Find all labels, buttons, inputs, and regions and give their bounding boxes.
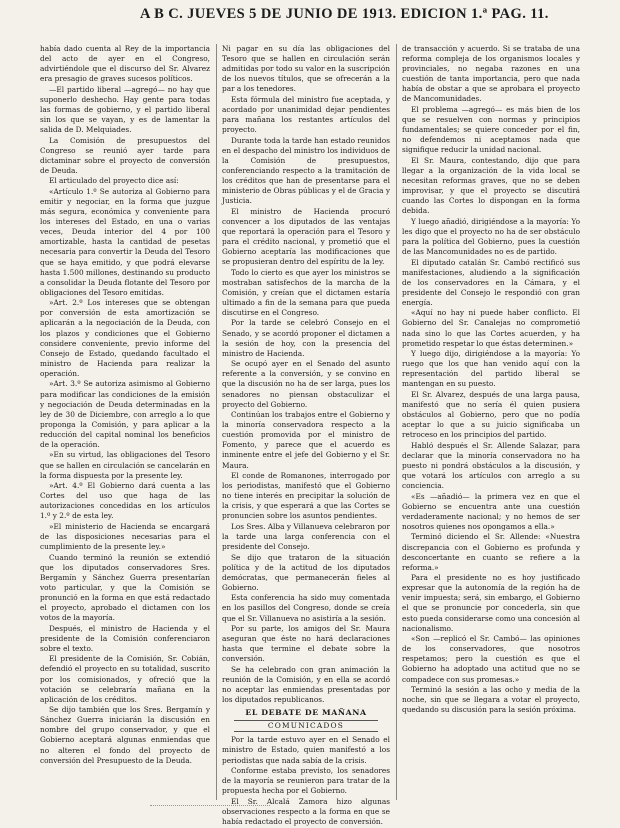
paragraph: La Comisión de presupuestos del Congreso se reunió ayer tarde para dictaminar sobre el proyecto de conversión de Deuda. bbox=[40, 135, 210, 175]
column-rule-2 bbox=[396, 44, 397, 800]
paragraph: Continúan los trabajos entre el Gobierno y la minoría conservadora respecto a la cuestión promovida por el ministro de Fomento, y parece que el acuerdo es inminente entre el jefe del Gobierno y el Sr. Maura. bbox=[222, 410, 390, 470]
paragraph: Cuando terminó la reunión se extendió que los diputados conservadores Sres. Bergamín y Sánchez Guerra presentarían voto particular, y que la Comisión se pronunció en la forma en que está redactado el proyecto, aprobado el dictamen con los votos de la mayoría. bbox=[40, 552, 210, 623]
paragraph: El Sr. Alcalá Zamora hizo algunas observaciones respecto a la forma en que se había redactado el proyecto de conversión. bbox=[222, 796, 390, 826]
paragraph: Terminó diciendo el Sr. Allende: «Nuestra discrepancia con el Gobierno es profunda y desconcertante en cuanto se refiere a la reforma.» bbox=[402, 532, 580, 572]
bottom-divider bbox=[150, 805, 270, 807]
paragraph: »En su virtud, las obligaciones del Tesoro que se hallen en circulación se cancelarán en la forma dispuesta por la presente ley. bbox=[40, 450, 210, 480]
paragraph: «Aquí no hay ni puede haber conflicto. El Gobierno del Sr. Canalejas no comprometió nada sino lo que las Cortes acuerden, y ha prometido respetar lo que éstas determinen.» bbox=[402, 308, 580, 348]
paragraph: El problema —agregó— es más bien de los que se resuelven con normas y principios fundamentales; se quiere conceder por el fin, no defendemos ni aceptamos nada que signifique reducir la unidad nacional. bbox=[402, 104, 580, 155]
paragraph: Por la tarde estuvo ayer en el Senado el ministro de Estado, quien manifestó a los periodistas que nada sabía de la crisis. bbox=[222, 735, 390, 765]
paragraph: había dado cuenta al Rey de la importancia del acto de ayer en el Congreso, advirtiéndole que el discurso del Sr. Alvarez era presagio de graves sucesos políticos. bbox=[40, 44, 210, 84]
section-title: EL DEBATE DE MAÑANA bbox=[245, 708, 367, 718]
column-2 bbox=[222, 44, 390, 826]
column-3 bbox=[402, 44, 580, 802]
paragraph: «Es —añadió— la primera vez en que el Gobierno se encuentra ante una cuestión verdaderamente nacional; y no hemos de ser nosotros quienes nos opongamos a ella.» bbox=[402, 491, 580, 531]
paragraph: «Artículo 1.º Se autoriza al Gobierno para emitir y negociar, en la forma que juzgue más segura, económica y conveniente para los intereses del Estado, en una o varias veces, Deuda interior del 4 por 100 amortizable, hasta la cantidad de pesetas necesaria para convertir la Deuda del Tesoro que se haya emitido, y que podrá elevarse hasta 1.500 millones, destinando su producto a consolidar la Deuda flotante del Tesoro por obligaciones del Tesoro emitidas. bbox=[40, 186, 210, 297]
paragraph: «Son —replicó el Sr. Cambó— las opiniones de los conservadores, que nosotros respetamos; pero la cuestión es que el Gobierno ha adoptado una actitud que no se compadece con sus promesas.» bbox=[402, 634, 580, 684]
paragraph: El diputado catalán Sr. Cambó rectificó sus manifestaciones, aludiendo a la significación de los conservadores en la Cámara, y el presidente del Consejo le respondió con gran energía. bbox=[402, 257, 580, 307]
section-subtitle: COMUNICADOS bbox=[234, 720, 378, 732]
paragraph: El ministro de Hacienda procuró convencer a los diputados de las ventajas que reportará la operación para el Tesoro y para el crédito nacional, y prometió que el Gobierno aceptaría las modificaciones que se propusieran dentro del espíritu de la ley. bbox=[222, 206, 390, 267]
paragraph: Y luego dijo, dirigiéndose a la mayoría: Yo ruego que los que han venido aquí con la representación del partido liberal se mantengan en su puesto. bbox=[402, 349, 580, 389]
page-folio: A B C. JUEVES 5 DE JUNIO DE 1913. EDICION 1.ª PAG. 11. bbox=[140, 6, 549, 22]
column-1 bbox=[40, 44, 210, 802]
paragraph: Se dijo que trataron de la situación política y de la actitud de los diputados demócratas, que permanecerán fieles al Gobierno. bbox=[222, 552, 390, 592]
paragraph: »El ministerio de Hacienda se encargará de las disposiciones necesarias para el cumplimiento de la presente ley.» bbox=[40, 521, 210, 552]
paragraph: »Art. 3.º Se autoriza asimismo al Gobierno para modificar las condiciones de la emisión y negociación de Deuda determinadas en la ley de 30 de Diciembre, con arreglo a lo que proponga la Comisión, y para aplicar a la reducción del capital nominal los beneficios de la operación. bbox=[40, 379, 210, 449]
column-rule-1 bbox=[216, 44, 217, 800]
paragraph: El conde de Romanones, interrogado por los periodistas, manifestó que el Gobierno no tiene interés en precipitar la solución de la crisis, y que esperará a que las Cortes se pronuncien sobre los asuntos pendientes. bbox=[222, 471, 390, 521]
paragraph: Y luego añadió, dirigiéndose a la mayoría: Yo les digo que el proyecto no ha de ser obstáculo para la política del Gobierno, pues la cuestión de las Mancomunidades no es de partido. bbox=[402, 216, 580, 257]
paragraph: El Sr. Maura, contestando, dijo que para llegar a la organización de la vida local se necesitan reformas graves, que no se deben improvisar, y que el proyecto se discutirá cuando las Cortes lo dispongan en la forma debida. bbox=[402, 155, 580, 216]
paragraph: El presidente de la Comisión, Sr. Cobián, defendió el proyecto en su totalidad, suscrito por los comisionados, y ofreció que la votación se celebraría mañana en la aplicación de los créditos. bbox=[40, 654, 210, 704]
paragraph: Los Sres. Alba y Villanueva celebraron por la tarde una larga conferencia con el presidente del Consejo. bbox=[222, 521, 390, 552]
page-header bbox=[0, 4, 620, 26]
paragraph: »Art. 4.º El Gobierno dará cuenta a las Cortes del uso que haga de las autorizaciones concedidas en los artículos 1.º y 2.º de esta ley. bbox=[40, 481, 210, 521]
paragraph: El Sr. Alvarez, después de una larga pausa, manifestó que no sería él quien pusiera obstáculos al Gobierno, pero que no podía aceptar lo que a su juicio significaba un retroceso en los principios del partido. bbox=[402, 389, 580, 440]
paragraph: Esta fórmula del ministro fue aceptada, y acordado por unanimidad dejar pendientes para mañana los restantes artículos del proyecto. bbox=[222, 94, 390, 135]
paragraph: »Art. 2.º Los intereses que se obtengan por conversión de esta amortización se aplicarán a la negociación de la Deuda, con los plazos y condiciones que el Gobierno considere conveniente, previo informe del Consejo de Estado, quedando facultado el ministro de Hacienda para realizar la operación. bbox=[40, 298, 210, 378]
paragraph: Por la tarde se celebró Consejo en el Senado, y se acordó proponer el dictamen a la sesión de hoy, con la presencia del ministro de Hacienda. bbox=[222, 318, 390, 358]
paragraph: Esta conferencia ha sido muy comentada en los pasillos del Congreso, donde se creía que el Sr. Villanueva no asistiría a la sesión. bbox=[222, 593, 390, 623]
paragraph: Se dijo también que los Sres. Bergamín y Sánchez Guerra iniciarán la discusión en nombre del grupo conservador, y que el Gobierno aceptará algunas enmiendas que no alteren el fondo del proyecto de conversión del Presupuesto de la Deuda. bbox=[40, 705, 210, 765]
paragraph: Se ha celebrado con gran animación la reunión de la Comisión, y en ella se acordó no aceptar las enmiendas presentadas por los diputados republicanos. bbox=[222, 664, 390, 705]
paragraph: Para el presidente no es hoy justificado expresar que la autonomía de la región ha de venir impuesta; será, sin embargo, el Gobierno el que se pronuncie por concederla, sin que esto pueda considerarse como una concesión al nacionalismo. bbox=[402, 573, 580, 633]
paragraph: Después, el ministro de Hacienda y el presidente de la Comisión conferenciaron sobre el texto. bbox=[40, 623, 210, 653]
paragraph: Se ocupó ayer en el Senado del asunto referente a la conversión, y se convino en que la discusión no ha de ser larga, pues los senadores no piensan obstaculizar el proyecto del Gobierno. bbox=[222, 359, 390, 409]
paragraph: de transacción y acuerdo. Si se trataba de una reforma compleja de los organismos locales y provinciales, no negaba razones en una cuestión de tanta importancia, pero que nada había de obstar a que se aprobara el proyecto de Mancomunidades. bbox=[402, 44, 580, 104]
paragraph: Conforme estaba previsto, los senadores de la mayoría se reunieron para tratar de la propuesta hecha por el Gobierno. bbox=[222, 766, 390, 796]
paragraph: Habló después el Sr. Allende Salazar, para declarar que la minoría conservadora no ha puesto ni pondrá obstáculos a la discusión, y que votará los artículos con arreglo a su conciencia. bbox=[402, 440, 580, 491]
paragraph: —El partido liberal —agregó— no hay que suponerlo deshecho. Hay gente para todas las formas de gobierno, y el partido liberal sin los que se vayan, y es de lamentar la salida de D. Melquiades. bbox=[40, 84, 210, 135]
paragraph: Ni pagar en su día las obligaciones del Tesoro que se hallen en circulación serán admitidas por todo su valor en la suscripción de los nuevos títulos, que se ofrecerán a la par a los tenedores. bbox=[222, 44, 390, 94]
paragraph: Todo lo cierto es que ayer los ministros se mostraban satisfechos de la marcha de la Comisión, y creían que el dictamen estaría ultimado a fin de la semana para que pueda discutirse en el Congreso. bbox=[222, 267, 390, 317]
paragraph: Terminó la sesión a las ocho y media de la noche, sin que se llegara a votar el proyecto, quedando su discusión para la sesión próxima. bbox=[402, 684, 580, 715]
paragraph: El articulado del proyecto dice así: bbox=[49, 176, 179, 186]
paragraph: Durante toda la tarde han estado reunidos en el despacho del ministro los individuos de la Comisión de presupuestos, conferenciando respecto a la tramitación de los créditos que han de presentarse para el ministerio de Obras públicas y el de Gracia y Justicia. bbox=[222, 135, 390, 206]
paragraph: Por su parte, los amigos del Sr. Maura aseguran que éste no hará declaraciones hasta que termine el debate sobre la conversión. bbox=[222, 624, 390, 664]
